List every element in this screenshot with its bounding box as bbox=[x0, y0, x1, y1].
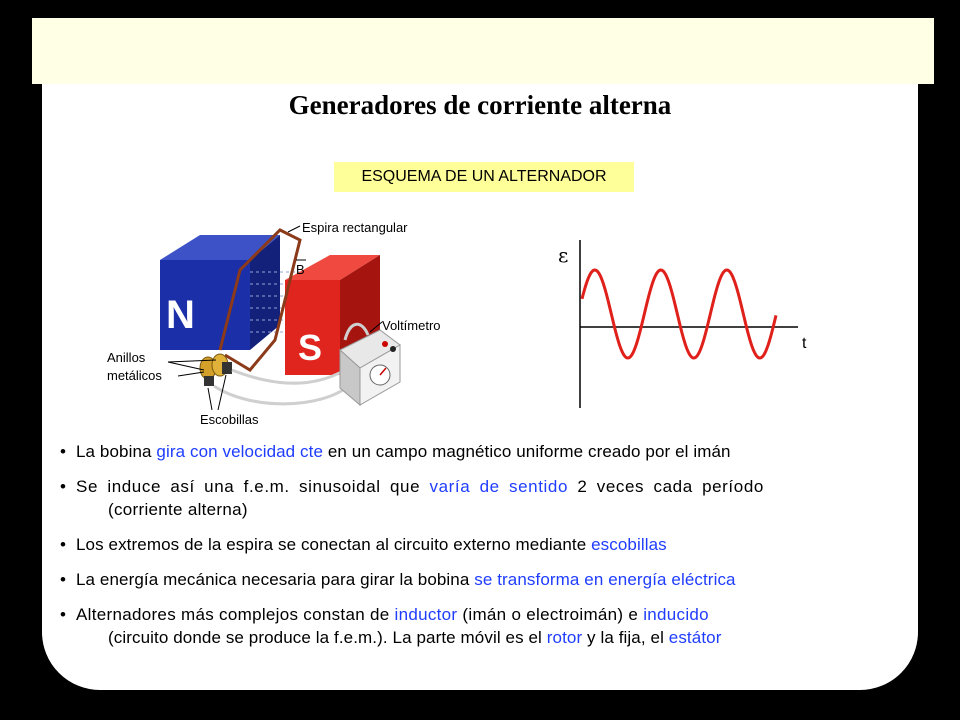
anillos-leader-1 bbox=[168, 362, 204, 370]
bullet-2 bbox=[58, 475, 918, 521]
bullet-5 bbox=[58, 603, 918, 649]
graph-x-label: t bbox=[802, 335, 807, 352]
bullet-5-line2-text: (circuito donde se produce la f.e.m.). La parte móvil es el bbox=[108, 628, 547, 647]
voltmeter-terminal-black bbox=[390, 346, 396, 352]
header-banner bbox=[32, 18, 934, 84]
escobillas-leader-1 bbox=[208, 388, 212, 410]
bullet-3-text: Los extremos de la espira se conectan al circuito externo mediante bbox=[76, 535, 592, 554]
scheme-label: ESQUEMA DE UN ALTERNADOR bbox=[334, 162, 634, 192]
bullet-dot-icon: • bbox=[60, 570, 67, 589]
bullet-list bbox=[58, 440, 918, 661]
escobillas-label: Escobillas bbox=[200, 412, 259, 427]
bullet-1-text: La bobina bbox=[76, 442, 157, 461]
bullet-5-text-mid: (imán o electroimán) e bbox=[457, 605, 644, 624]
bullet-2-text: Se induce así una f.e.m. sinusoidal que bbox=[76, 477, 430, 496]
anillos-leader-3 bbox=[178, 372, 204, 376]
bullet-1 bbox=[58, 440, 918, 463]
bullet-4 bbox=[58, 568, 918, 591]
alternator-diagram bbox=[100, 210, 480, 435]
sine-wave bbox=[582, 270, 776, 358]
spira-leader bbox=[288, 226, 300, 232]
bullet-5-text: Alternadores más complejos constan de bbox=[76, 605, 395, 624]
magnet-n-letter: N bbox=[166, 293, 195, 337]
page-title: Generadores de corriente alterna bbox=[288, 90, 672, 120]
brush-1 bbox=[204, 376, 214, 386]
bullet-5-highlight-2: inducido bbox=[643, 605, 709, 624]
voltimetro-label: Voltímetro bbox=[382, 318, 441, 333]
b-field-label: B bbox=[296, 262, 305, 277]
magnet-s-letter: S bbox=[298, 327, 323, 368]
bullet-dot-icon: • bbox=[60, 477, 67, 496]
bullet-5-highlight-1: inductor bbox=[394, 605, 458, 624]
bullet-2-line2: (corriente alterna) bbox=[108, 500, 248, 519]
spira-label: Espira rectangular bbox=[302, 220, 408, 235]
bullet-dot-icon: • bbox=[60, 442, 67, 461]
bullet-5-line2 bbox=[76, 626, 918, 649]
voltmeter-terminal-red bbox=[382, 341, 388, 347]
bullet-2-text-end: 2 veces cada período bbox=[568, 477, 764, 496]
anillos-label-line2: metálicos bbox=[107, 368, 162, 383]
bullet-4-highlight: se transforma en energía eléctrica bbox=[474, 570, 736, 589]
bullet-3 bbox=[58, 533, 918, 556]
bullet-5-line2-highlight-1: rotor bbox=[546, 628, 583, 647]
bullet-dot-icon: • bbox=[60, 605, 67, 624]
emf-graph bbox=[550, 230, 820, 415]
bullet-1-text-end: en un campo magnético uniforme creado por el imán bbox=[323, 442, 731, 461]
bullet-5-line2-text-mid: y la fija, el bbox=[582, 628, 669, 647]
bullet-dot-icon: • bbox=[60, 535, 67, 554]
bullet-5-line2-highlight-2: estátor bbox=[668, 628, 722, 647]
wire-2 bbox=[214, 385, 350, 404]
bullet-4-text: La energía mecánica necesaria para girar la bobina bbox=[76, 570, 475, 589]
graph-y-label: ε bbox=[558, 243, 569, 267]
brush-2 bbox=[222, 362, 232, 374]
anillos-label-line1: Anillos bbox=[107, 350, 146, 365]
bullet-1-highlight: gira con velocidad cte bbox=[156, 442, 324, 461]
bullet-2-highlight: varía de sentido bbox=[429, 477, 569, 496]
bullet-3-highlight: escobillas bbox=[591, 535, 667, 554]
